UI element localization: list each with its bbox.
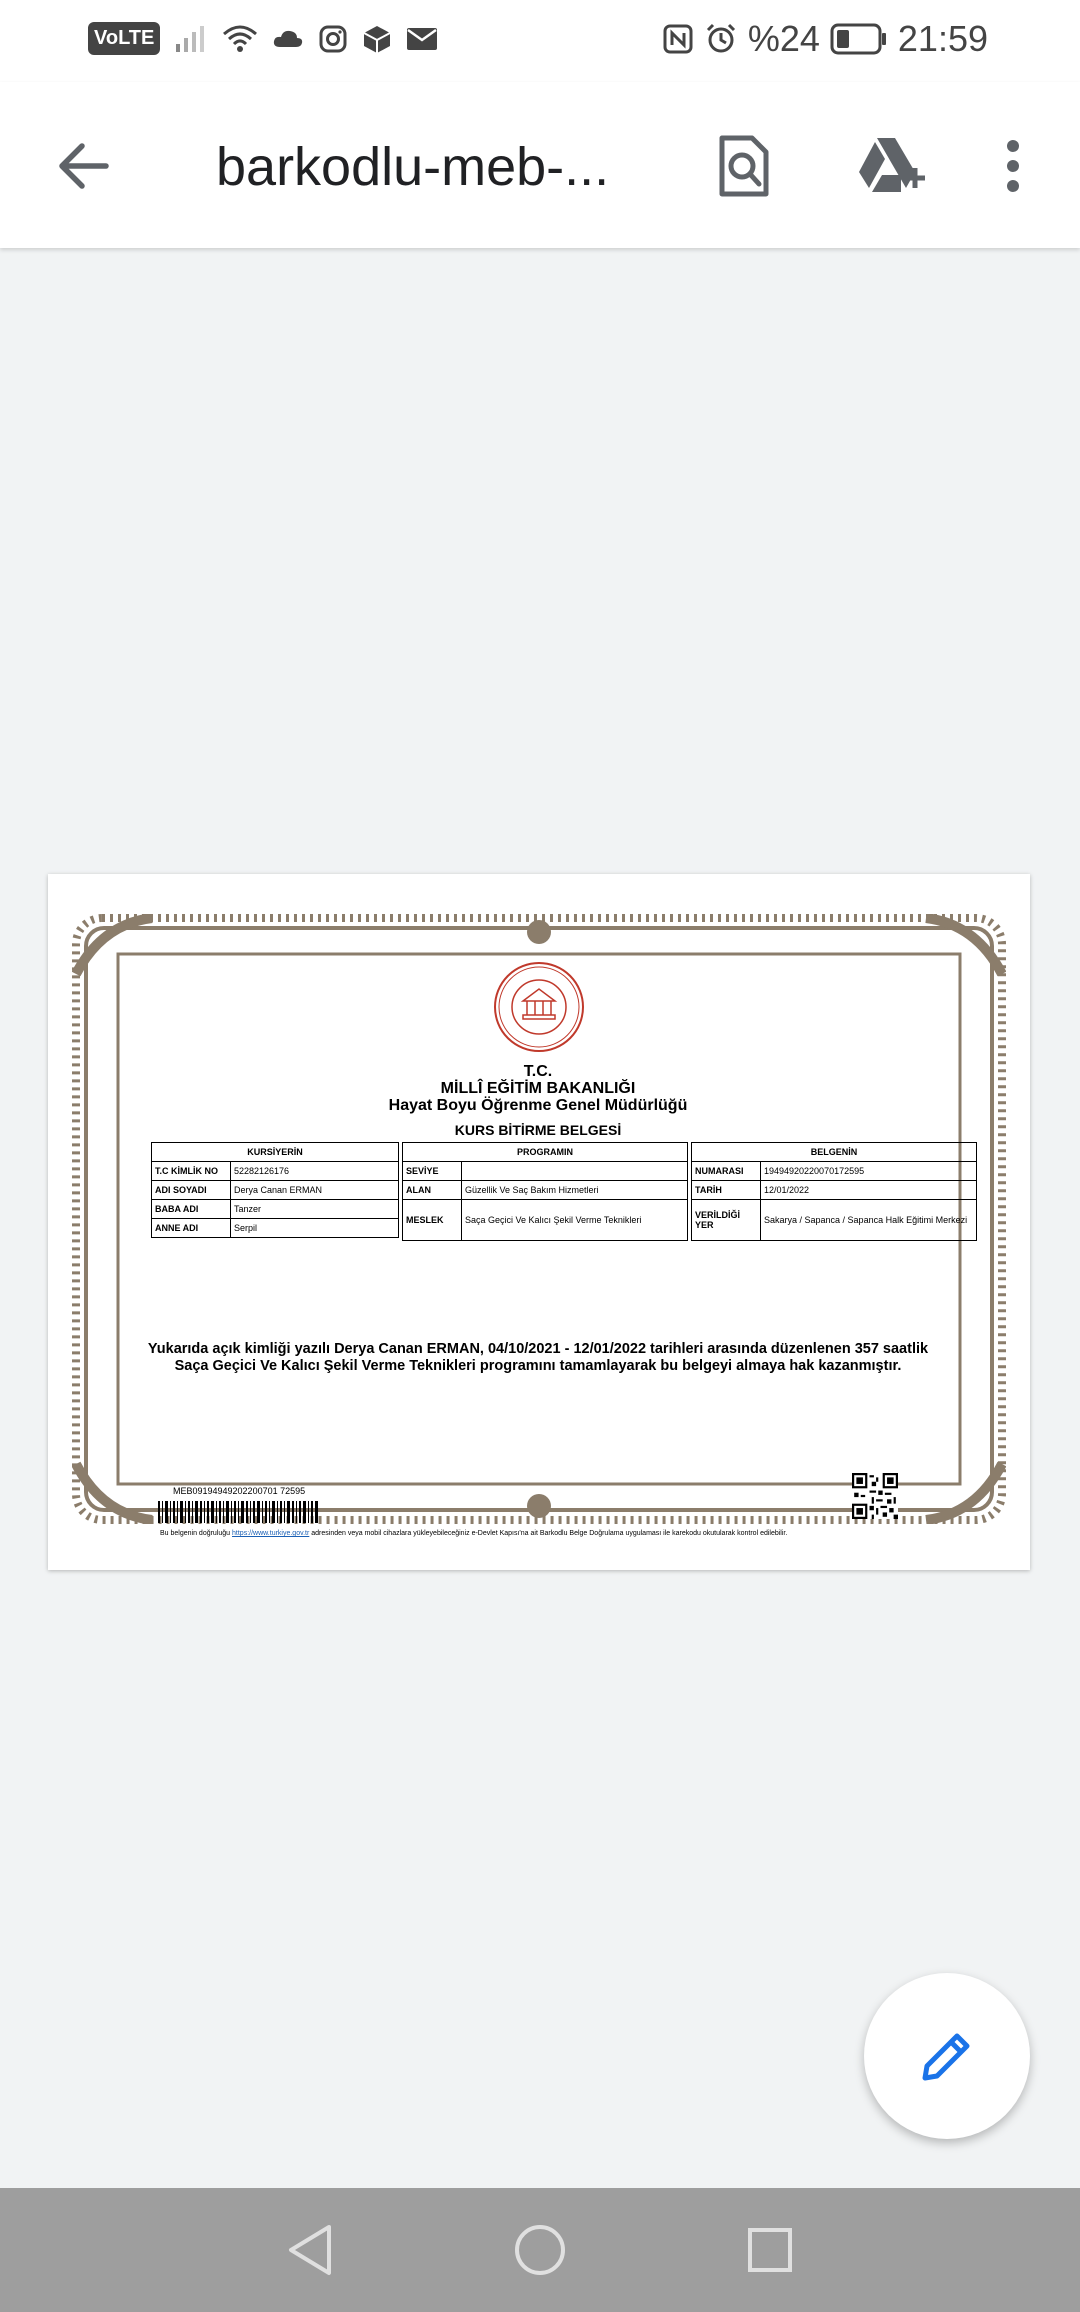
- mail-icon: [406, 26, 438, 52]
- battery-icon: [830, 22, 888, 56]
- header-ministry: MİLLÎ EĞİTİM BAKANLIĞI: [440, 1080, 636, 1097]
- document-page[interactable]: [48, 874, 1030, 1570]
- profession-value: Saça Geçici Ve Kalıcı Şekil Verme Teknikleri: [462, 1200, 688, 1241]
- date-label: TARİH: [692, 1181, 761, 1200]
- trainee-table: [151, 1142, 399, 1238]
- certificate-title: KURS BİTİRME BELGESİ: [454, 1122, 622, 1138]
- footnote-prefix: Bu belgenin doğruluğu: [160, 1530, 231, 1537]
- completion-statement: [138, 1341, 938, 1375]
- status-icons-right: [662, 18, 1080, 60]
- wifi-icon: [222, 24, 258, 54]
- status-icons-left: [88, 22, 438, 55]
- battery-percent: %24: [747, 18, 820, 59]
- profession-label: MESLEK: [403, 1200, 462, 1241]
- square-recents-icon: [746, 2226, 794, 2274]
- package-icon: [362, 24, 392, 54]
- back-arrow-icon: [56, 138, 112, 194]
- find-in-document-button[interactable]: [704, 126, 784, 206]
- place-label: VERİLDİĞİ YER: [692, 1200, 761, 1241]
- app-toolbar: [0, 82, 1080, 248]
- verification-link[interactable]: https://www.turkiye.gov.tr: [232, 1530, 310, 1537]
- level-label: SEVİYE: [403, 1162, 462, 1181]
- program-table: [402, 1142, 688, 1241]
- place-value: Sakarya / Sapanca / Sapanca Halk Eğitimi Merkezi: [761, 1200, 977, 1241]
- back-button[interactable]: [44, 126, 124, 206]
- statement-line-1: Yukarıda açık kimliği yazılı Derya Canan ERMAN, 04/10/2021 - 12/01/2022 tarihleri arasında düzenlenen 357 saatlik: [147, 1341, 929, 1357]
- date-value: 12/01/2022: [761, 1181, 977, 1200]
- more-options-button[interactable]: [986, 126, 1040, 206]
- certificate-header: BELGENİN: [692, 1143, 977, 1162]
- nfc-icon: [662, 23, 694, 55]
- signal-icon: [174, 24, 208, 54]
- qr-code-icon: [852, 1473, 898, 1519]
- name-value: Derya Canan ERMAN: [231, 1181, 399, 1200]
- certificate: [138, 934, 968, 1537]
- verification-footnote: [160, 1530, 787, 1537]
- barcode-icon: [158, 1501, 318, 1523]
- volte-badge: VoLTE: [88, 22, 160, 55]
- pencil-icon: [917, 2026, 977, 2086]
- alarm-icon: [704, 22, 738, 56]
- circle-home-icon: [513, 2223, 567, 2277]
- document-title: barkodlu-meb-...: [216, 137, 610, 197]
- tc-label: T.C KİMLİK NO: [152, 1162, 231, 1181]
- statement-line-2: Saça Geçici Ve Kalıcı Şekil Verme Teknikleri programını tamamlayarak bu belgeyi almaya hak kazanmıştır.: [174, 1358, 902, 1374]
- name-label: ADI SOYADI: [152, 1181, 231, 1200]
- field-value: Güzellik Ve Saç Bakım Hizmetleri: [462, 1181, 688, 1200]
- status-bar: [0, 0, 1080, 82]
- barcode-number: MEB09194949202200701 72595: [173, 1486, 306, 1496]
- header-directorate: Hayat Boyu Öğrenme Genel Müdürlüğü: [388, 1097, 688, 1114]
- ministry-seal-icon: [493, 961, 585, 1053]
- father-value: Tanzer: [231, 1200, 399, 1219]
- level-value: [462, 1162, 688, 1181]
- father-label: BABA ADI: [152, 1200, 231, 1219]
- program-header: PROGRAMIN: [403, 1143, 688, 1162]
- number-value: 19494920220070172595: [761, 1162, 977, 1181]
- nav-home-button[interactable]: [500, 2210, 580, 2290]
- footnote-suffix: adresinden veya mobil cihazlara yükleyebileceğiniz e-Devlet Kapısı'na ait Barkodlu Belge Doğrulama uygulaması ile karekodu okutularak kontrol edilebilir.: [311, 1530, 788, 1537]
- mother-value: Serpil: [231, 1219, 399, 1238]
- instagram-icon: [318, 24, 348, 54]
- clock: 21:59: [897, 18, 988, 59]
- number-label: NUMARASI: [692, 1162, 761, 1181]
- edit-fab-button[interactable]: [864, 1973, 1030, 2139]
- system-navigation-bar: [0, 2188, 1080, 2312]
- tc-value: 52282126176: [231, 1162, 399, 1181]
- find-in-page-icon: [716, 134, 772, 198]
- trainee-header: KURSİYERİN: [152, 1143, 399, 1162]
- nav-back-button[interactable]: [270, 2210, 350, 2290]
- add-to-drive-button[interactable]: [846, 126, 936, 206]
- more-vert-icon: [1003, 138, 1023, 194]
- nav-recents-button[interactable]: [730, 2210, 810, 2290]
- field-label: ALAN: [403, 1181, 462, 1200]
- cloud-icon: [272, 27, 304, 51]
- header-tc: T.C.: [523, 1063, 553, 1080]
- triangle-back-icon: [285, 2223, 335, 2277]
- mother-label: ANNE ADI: [152, 1219, 231, 1238]
- add-to-drive-icon: [855, 134, 927, 198]
- certificate-info-table: [691, 1142, 977, 1241]
